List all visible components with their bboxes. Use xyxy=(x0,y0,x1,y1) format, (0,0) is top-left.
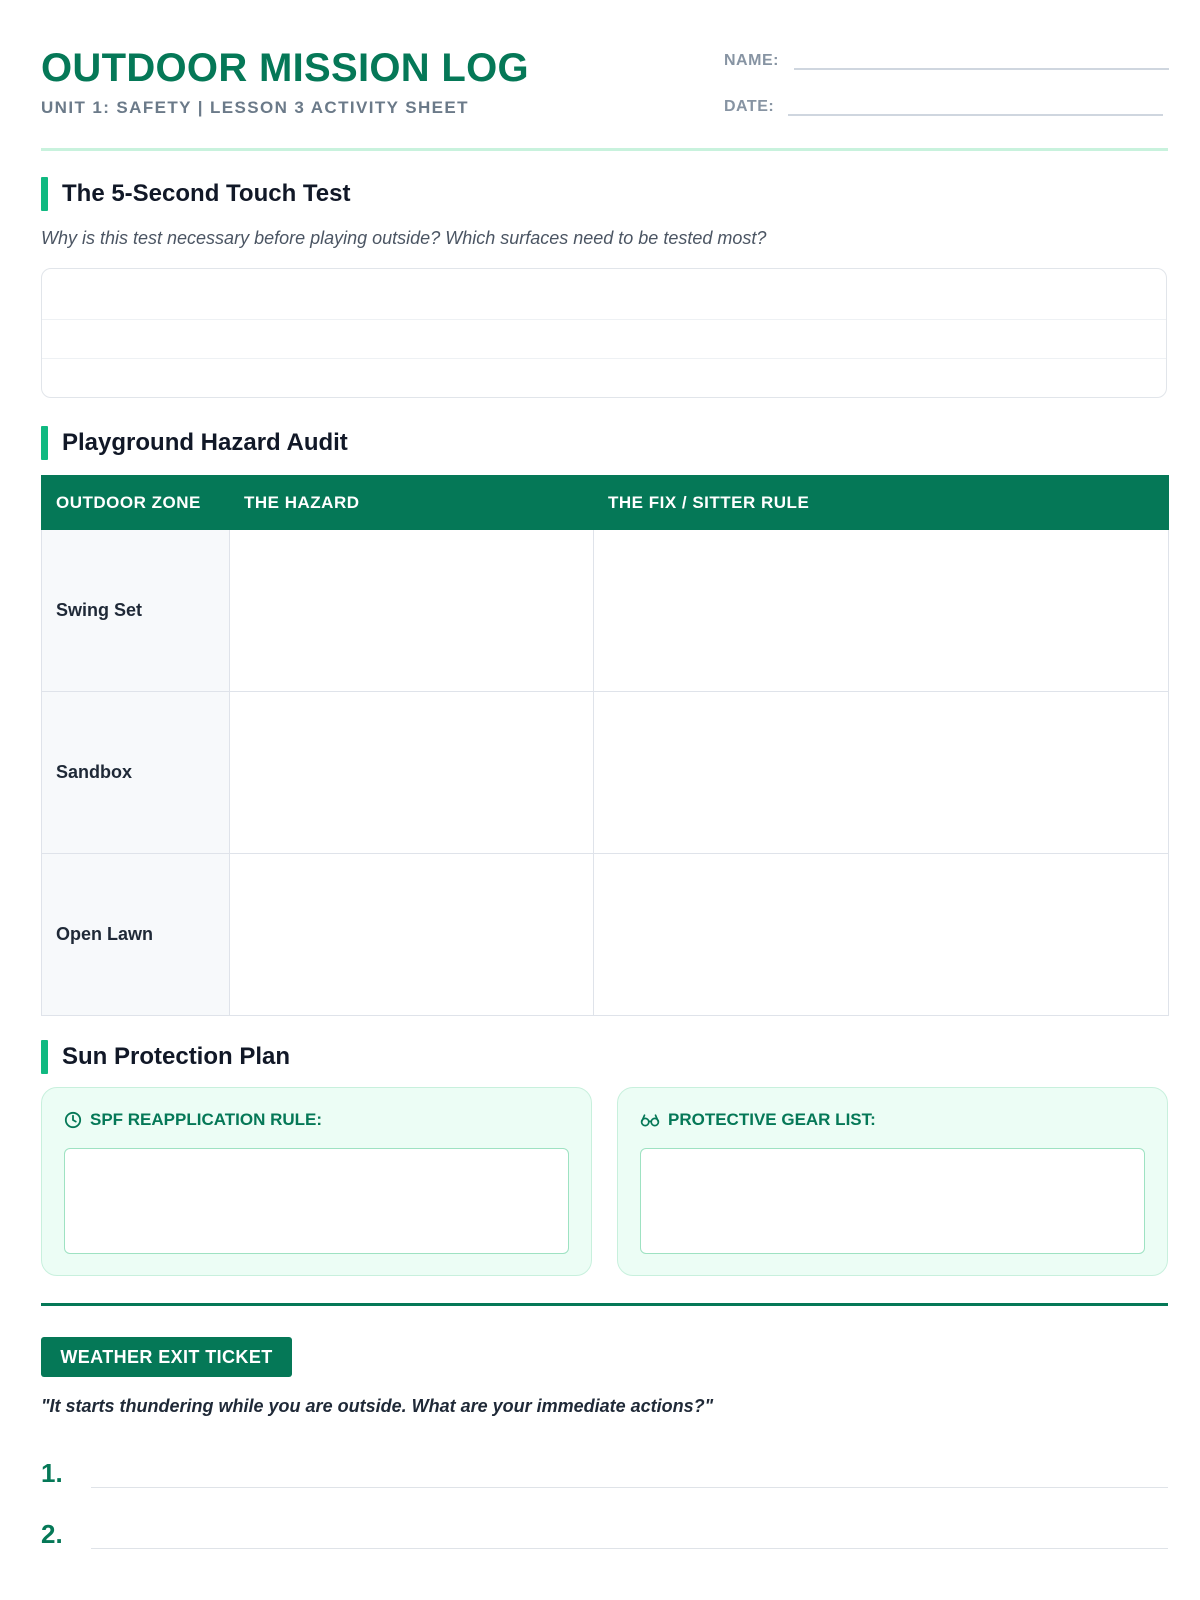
sun-protection-heading xyxy=(41,1040,290,1074)
spf-answer-box[interactable] xyxy=(64,1148,569,1254)
exit-answer-row-2 xyxy=(41,1518,1168,1549)
name-field-row xyxy=(724,48,1169,70)
name-input-line[interactable] xyxy=(794,48,1169,70)
date-input-line[interactable] xyxy=(788,94,1163,116)
zone-cell: Sandbox xyxy=(42,692,230,854)
hazard-cell[interactable] xyxy=(230,530,594,692)
writing-line xyxy=(42,319,1166,320)
exit-answer-row-1 xyxy=(41,1457,1168,1488)
fix-cell[interactable] xyxy=(594,530,1169,692)
hazard-cell[interactable] xyxy=(230,854,594,1016)
exit-ticket-question: "It starts thundering while you are outside. What are your immediate actions?" xyxy=(41,1396,714,1416)
section-title: Sun Protection Plan xyxy=(62,1043,291,1070)
table-row xyxy=(42,530,1169,692)
answer-line[interactable] xyxy=(91,1457,1168,1488)
fix-cell[interactable] xyxy=(594,692,1169,854)
hazard-audit-heading xyxy=(41,426,348,460)
header xyxy=(41,44,1168,150)
fix-cell[interactable] xyxy=(594,854,1169,1016)
gear-card-label: PROTECTIVE GEAR LIST: xyxy=(668,1110,876,1129)
page-subtitle: UNIT 1: SAFETY | LESSON 3 ACTIVITY SHEET xyxy=(41,98,469,117)
page-title: OUTDOOR MISSION LOG xyxy=(41,46,529,90)
hazard-audit-table xyxy=(41,475,1169,1016)
table-row xyxy=(42,854,1169,1016)
name-label: NAME: xyxy=(724,52,779,69)
exit-ticket-badge: WEATHER EXIT TICKET xyxy=(41,1337,292,1377)
zone-cell: Swing Set xyxy=(42,530,230,692)
section-title: The 5-Second Touch Test xyxy=(62,180,351,207)
column-header-fix: THE FIX / SITTER RULE xyxy=(594,476,1169,530)
touch-test-prompt: Why is this test necessary before playing outside? Which surfaces need to be tested most? xyxy=(41,228,767,248)
clock-icon xyxy=(64,1111,82,1129)
answer-number: 2. xyxy=(41,1519,63,1549)
column-header-zone: OUTDOOR ZONE xyxy=(42,476,230,530)
touch-test-heading xyxy=(41,177,350,211)
answer-line[interactable] xyxy=(91,1518,1168,1549)
date-field-row xyxy=(724,94,1163,116)
glasses-icon xyxy=(640,1112,660,1128)
section-accent-bar xyxy=(41,426,48,460)
table-header-row xyxy=(42,476,1169,530)
answer-number: 1. xyxy=(41,1458,63,1488)
spf-card-label: SPF REAPPLICATION RULE: xyxy=(90,1110,323,1129)
header-divider xyxy=(41,148,1168,151)
hazard-cell[interactable] xyxy=(230,692,594,854)
section-title: Playground Hazard Audit xyxy=(62,429,348,456)
section-accent-bar xyxy=(41,177,48,211)
exit-ticket-divider xyxy=(41,1303,1168,1306)
zone-cell: Open Lawn xyxy=(42,854,230,1016)
section-accent-bar xyxy=(41,1040,48,1074)
gear-answer-box[interactable] xyxy=(640,1148,1145,1254)
spf-card-header xyxy=(64,1110,322,1130)
spf-card xyxy=(41,1087,592,1276)
writing-line xyxy=(42,358,1166,359)
gear-card xyxy=(617,1087,1168,1276)
date-label: DATE: xyxy=(724,98,775,115)
column-header-hazard: THE HAZARD xyxy=(230,476,594,530)
touch-test-answer-box[interactable] xyxy=(41,268,1167,398)
table-row xyxy=(42,692,1169,854)
gear-card-header xyxy=(640,1110,876,1130)
